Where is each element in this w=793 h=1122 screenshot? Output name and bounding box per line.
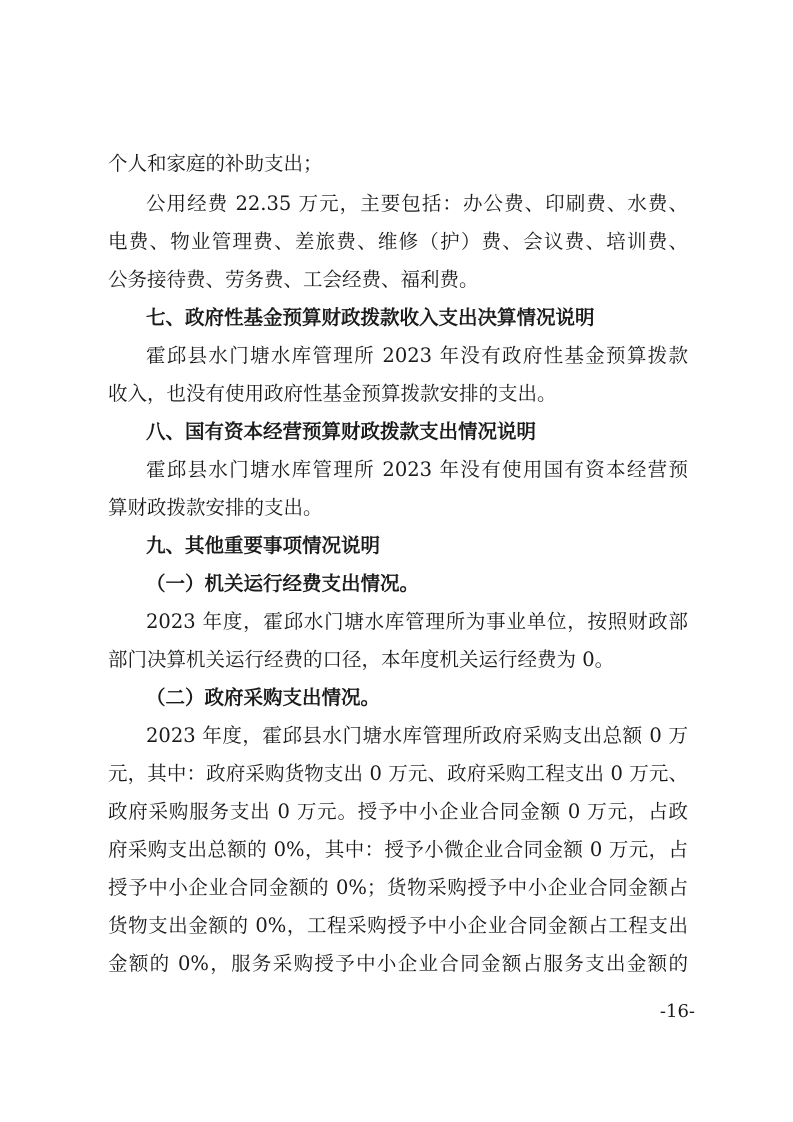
subsection-heading-1: （一）机关运行经费支出情况。 bbox=[146, 572, 420, 595]
paragraph-line: 公用经费 22.35 万元，主要包括：办公费、印刷费、水费、 bbox=[146, 192, 688, 215]
paragraph-line: 货物支出金额的 0%，工程采购授予中小企业合同金额占工程支出 bbox=[108, 914, 688, 937]
paragraph-line: 政府采购服务支出 0 万元。授予中小企业合同金额 0 万元，占政 bbox=[108, 800, 688, 823]
paragraph-line: 电费、物业管理费、差旅费、维修（护）费、会议费、培训费、 bbox=[108, 230, 688, 253]
paragraph-line: 金额的 0%，服务采购授予中小企业合同金额占服务支出金额的 bbox=[108, 952, 688, 975]
paragraph-line: 授予中小企业合同金额的 0%；货物采购授予中小企业合同金额占 bbox=[108, 876, 688, 899]
page-number: -16- bbox=[659, 1001, 695, 1022]
paragraph-line: 部门决算机关运行经费的口径，本年度机关运行经费为 0。 bbox=[108, 648, 615, 671]
paragraph-line: 元，其中：政府采购货物支出 0 万元、政府采购工程支出 0 万元、 bbox=[108, 762, 688, 785]
paragraph-line: 个人和家庭的补助支出； bbox=[108, 152, 323, 175]
paragraph-line: 府采购支出总额的 0%，其中：授予小微企业合同金额 0 万元，占 bbox=[108, 838, 688, 861]
section-heading-7: 七、政府性基金预算财政拨款收入支出决算情况说明 bbox=[146, 306, 595, 329]
paragraph-line: 公务接待费、劳务费、工会经费、福利费。 bbox=[108, 268, 479, 291]
subsection-heading-2: （二）政府采购支出情况。 bbox=[146, 686, 381, 709]
paragraph-line: 算财政拨款安排的支出。 bbox=[108, 496, 323, 519]
section-heading-8: 八、国有资本经营预算财政拨款支出情况说明 bbox=[146, 420, 537, 443]
paragraph-line: 2023 年度，霍邱水门塘水库管理所为事业单位，按照财政部 bbox=[146, 610, 688, 633]
paragraph-line: 2023 年度，霍邱县水门塘水库管理所政府采购支出总额 0 万 bbox=[146, 724, 688, 747]
paragraph-line: 霍邱县水门塘水库管理所 2023 年没有使用国有资本经营预 bbox=[146, 458, 688, 481]
section-heading-9: 九、其他重要事项情况说明 bbox=[146, 534, 381, 557]
paragraph-line: 收入，也没有使用政府性基金预算拨款安排的支出。 bbox=[108, 382, 557, 405]
paragraph-line: 霍邱县水门塘水库管理所 2023 年没有政府性基金预算拨款 bbox=[146, 344, 688, 367]
